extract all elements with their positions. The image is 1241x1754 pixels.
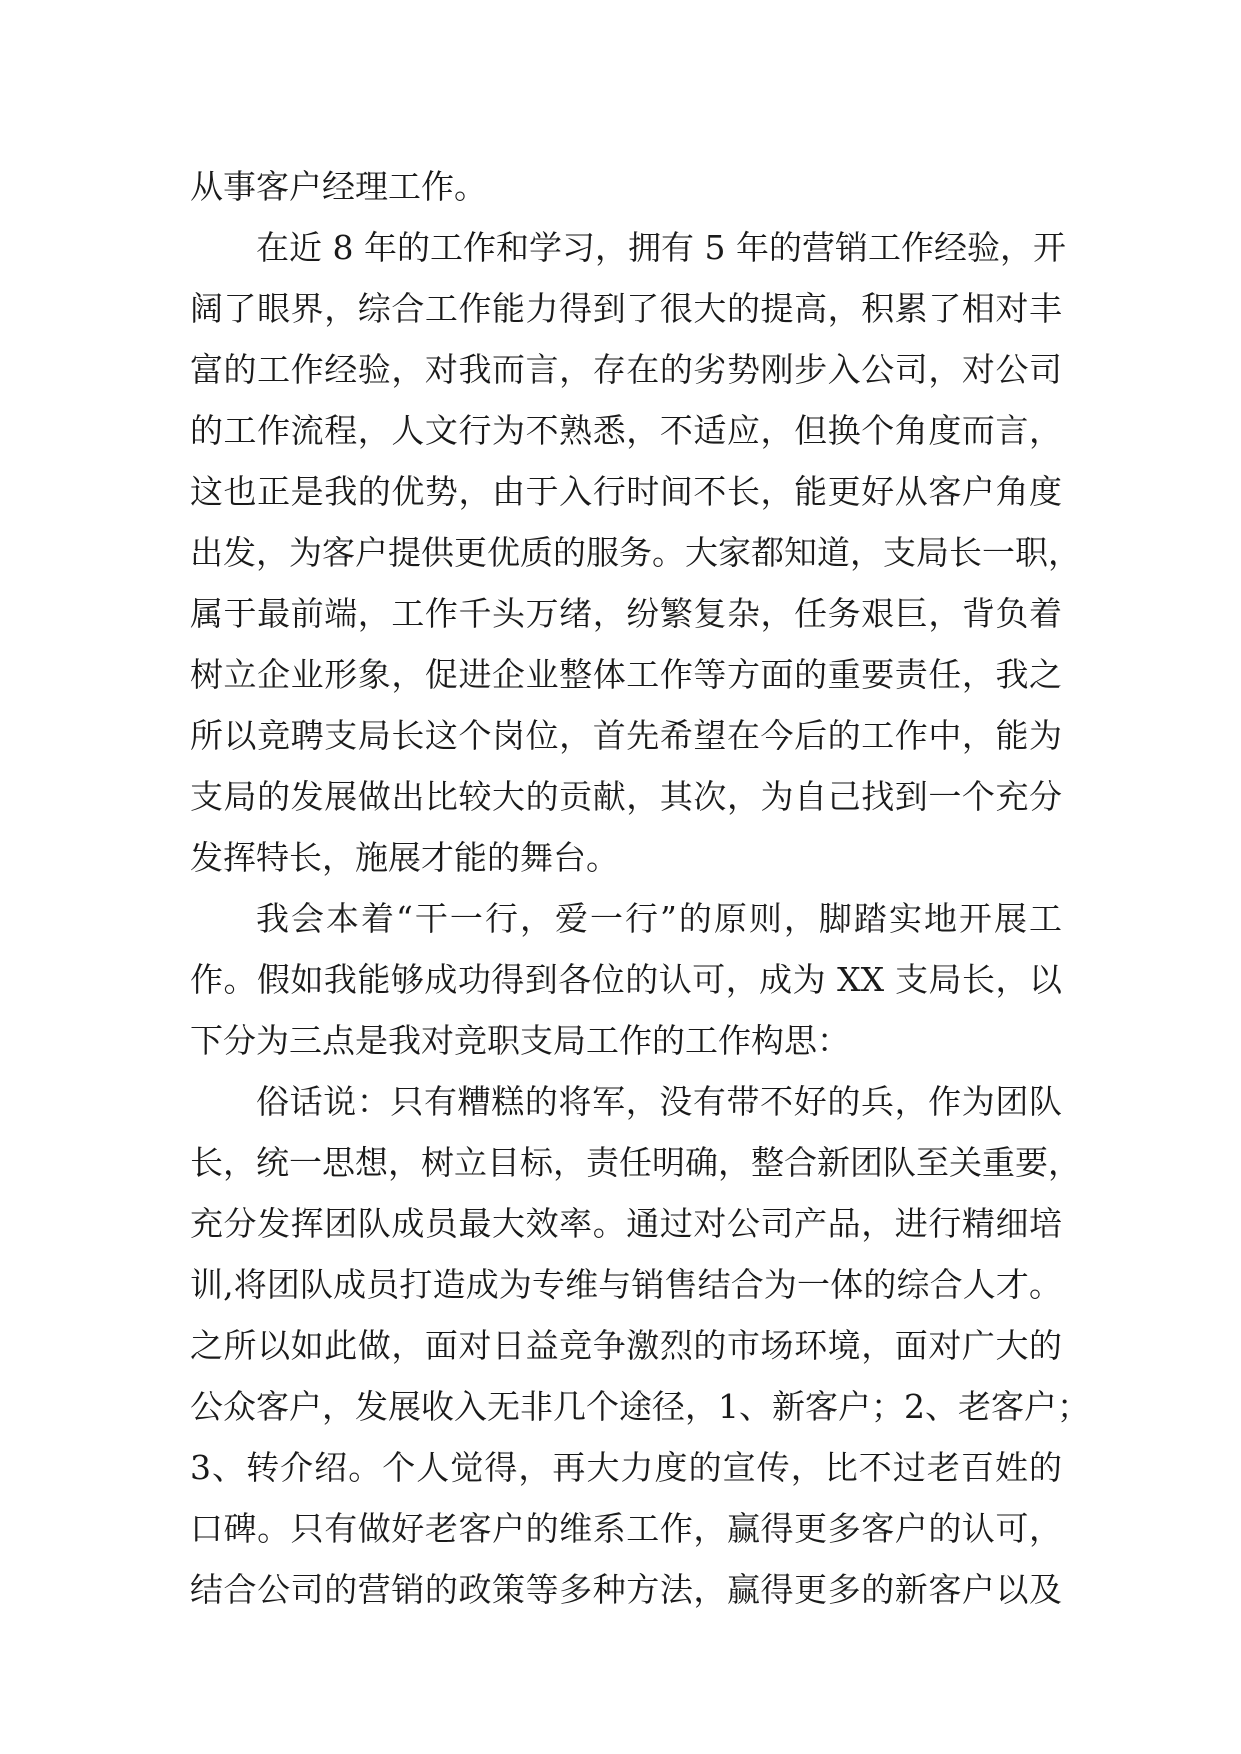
paragraph-start-line: 俗话说：只有糟糕的将军，没有带不好的兵，作为团队: [256, 1082, 1062, 1121]
text-line: 富的工作经验，对我而言，存在的劣势刚步入公司，对公司: [190, 350, 1062, 389]
document-body: [190, 156, 1090, 1620]
text-line: 这也正是我的优势，由于入行时间不长，能更好从客户角度: [190, 472, 1062, 511]
text-line: 充分发挥团队成员最大效率。通过对公司产品，进行精细培: [190, 1204, 1062, 1243]
text-line: 结合公司的营销的政策等多种方法，赢得更多的新客户以及: [190, 1570, 1062, 1609]
text-line: 支局的发展做出比较大的贡献，其次，为自己找到一个充分: [190, 777, 1062, 816]
text-line: 出发，为客户提供更优质的服务。大家都知道，支局长一职，: [190, 533, 1081, 572]
text-line: 之所以如此做，面对日益竞争激烈的市场环境，面对广大的: [190, 1326, 1062, 1365]
text-line: 属于最前端，工作千头万绪，纷繁复杂，任务艰巨，背负着: [190, 594, 1062, 633]
text-line: 口碑。只有做好老客户的维系工作，赢得更多客户的认可，: [190, 1509, 1062, 1548]
text-line: 阔了眼界，综合工作能力得到了很大的提高，积累了相对丰: [190, 289, 1062, 328]
paragraph-start-line: 在近 8 年的工作和学习，拥有 5 年的营销工作经验，开: [256, 228, 1066, 267]
text-line: 下分为三点是我对竞职支局工作的工作构思：: [190, 1021, 850, 1060]
text-line: 公众客户，发展收入无非几个途径，1、新客户；2、老客户；: [190, 1387, 1090, 1426]
text-line: 作。假如我能够成功得到各位的认可，成为 XX 支局长，以: [190, 960, 1062, 999]
text-line: 的工作流程，人文行为不熟悉，不适应，但换个角度而言，: [190, 411, 1062, 450]
text-line: 3、转介绍。个人觉得，再大力度的宣传，比不过老百姓的: [190, 1448, 1062, 1487]
text-line: 树立企业形象，促进企业整体工作等方面的重要责任，我之: [190, 655, 1062, 694]
paragraph-start-line: 我会本着“干一行，爱一行”的原则，脚踏实地开展工: [256, 899, 1062, 938]
text-line: 训,将团队成员打造成为专维与销售结合为一体的综合人才。: [190, 1265, 1062, 1304]
text-line: 所以竞聘支局长这个岗位，首先希望在今后的工作中，能为: [190, 716, 1062, 755]
text-line: 长，统一思想，树立目标，责任明确，整合新团队至关重要，: [190, 1143, 1081, 1182]
text-line: 从事客户经理工作。: [190, 167, 487, 206]
text-line: 发挥特长，施展才能的舞台。: [190, 838, 619, 877]
